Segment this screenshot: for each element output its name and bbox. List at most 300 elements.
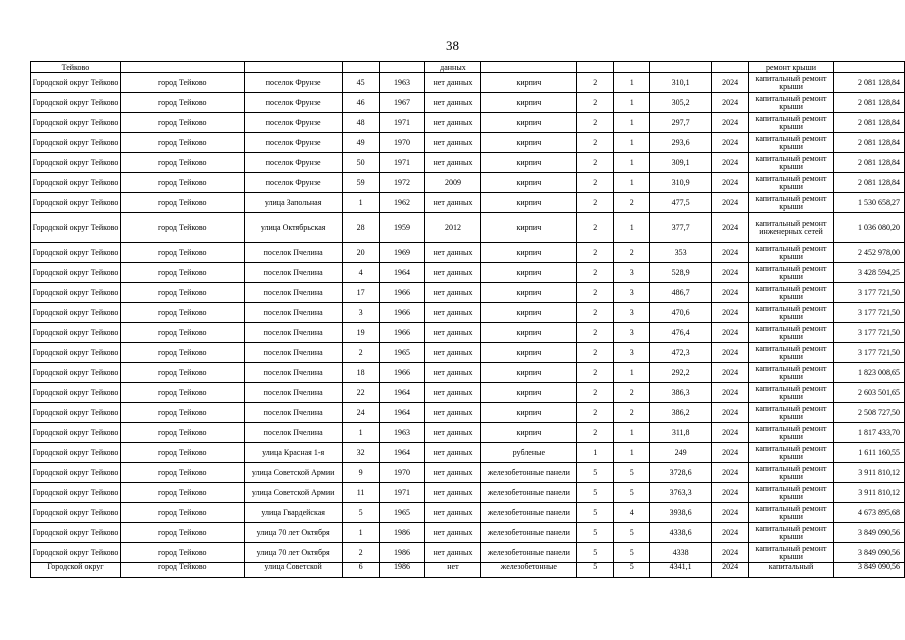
table-row [31,243,905,263]
cell-cost: 3 911 810,12 [834,463,905,483]
cell-wall-material: кирпич [481,113,577,133]
cell-year-built: 1963 [379,423,425,443]
cell-entrances: 1 [614,363,650,383]
cell-work-type: капитальный ремонт крыши [749,423,834,443]
cell-year-built: 1986 [379,543,425,563]
cell-wall-material: кирпич [481,93,577,113]
cell-plan-year: 2024 [712,133,749,153]
cell-settlement: город Тейково [120,483,244,503]
cell-street: улица 70 лет Октября [244,543,342,563]
cell-wall-material: кирпич [481,343,577,363]
cell-work-type: капитальный ремонт крыши [749,443,834,463]
cell-entrances: 5 [614,523,650,543]
cell-settlement: город Тейково [120,363,244,383]
cell-municipality: Городской округ Тейково [31,343,121,363]
cell-wall-material: железобетонные панели [481,503,577,523]
cell-year-overhaul: нет данных [425,153,481,173]
cell-year-overhaul: нет данных [425,133,481,153]
cell-municipality: Городской округ Тейково [31,383,121,403]
cell-municipality: Городской округ Тейково [31,463,121,483]
cell-entrances: 1 [614,173,650,193]
cell-wall-material: кирпич [481,403,577,423]
cell-area: 292,2 [650,363,712,383]
cell-settlement: город Тейково [120,403,244,423]
cell-wall-material: кирпич [481,283,577,303]
cell-entrances: 3 [614,283,650,303]
cell-wall-material [481,62,577,73]
cell-cost: 3 177 721,50 [834,343,905,363]
cell-floors: 2 [577,153,614,173]
cell-settlement: город Тейково [120,73,244,93]
cell-cost: 2 081 128,84 [834,173,905,193]
cell-settlement: город Тейково [120,383,244,403]
cell-year-built: 1966 [379,303,425,323]
table-row [31,173,905,193]
cell-work-type: капитальный ремонт крыши [749,383,834,403]
cell-municipality: Городской округ Тейково [31,363,121,383]
cell-street: поселок Фрунзе [244,93,342,113]
cell-year-built: 1971 [379,113,425,133]
cell-wall-material: железобетонные панели [481,523,577,543]
cell-wall-material: кирпич [481,73,577,93]
cell-entrances: 2 [614,383,650,403]
cell-year-built: 1972 [379,173,425,193]
cell-work-type: капитальный ремонт крыши [749,463,834,483]
cell-plan-year: 2024 [712,363,749,383]
cell-settlement: город Тейково [120,443,244,463]
cell-plan-year: 2024 [712,563,749,578]
cell-area: 3728,6 [650,463,712,483]
cell-area: 293,6 [650,133,712,153]
cell-work-type: капитальный ремонт крыши [749,93,834,113]
cell-municipality: Городской округ Тейково [31,243,121,263]
cell-cost: 2 081 128,84 [834,73,905,93]
cell-street: поселок Фрунзе [244,173,342,193]
cell-street: улица Гвардейская [244,503,342,523]
cell-municipality: Городской округ Тейково [31,323,121,343]
cell-area: 528,9 [650,263,712,283]
cell-entrances: 2 [614,193,650,213]
cell-wall-material: рубленые [481,443,577,463]
cell-plan-year: 2024 [712,93,749,113]
cell-wall-material: железобетонные панели [481,483,577,503]
cell-year-overhaul: нет данных [425,73,481,93]
cell-settlement: город Тейково [120,263,244,283]
cell-cost: 2 081 128,84 [834,113,905,133]
cell-municipality: Городской округ Тейково [31,523,121,543]
cell-work-type: капитальный ремонт инженерных сетей [749,213,834,243]
cell-cost: 1 611 160,55 [834,443,905,463]
cell-street: поселок Фрунзе [244,113,342,133]
capital-repair-table [30,61,905,578]
cell-settlement: город Тейково [120,523,244,543]
cell-entrances: 1 [614,153,650,173]
cell-year-overhaul: нет данных [425,503,481,523]
table-row [31,403,905,423]
capital-repair-table-sheet [30,61,905,578]
cell-year-built: 1962 [379,193,425,213]
cell-year-built: 1970 [379,133,425,153]
cell-area: 249 [650,443,712,463]
cell-cost: 4 673 895,68 [834,503,905,523]
cell-floors: 2 [577,403,614,423]
cell-plan-year: 2024 [712,173,749,193]
cell-year-built: 1966 [379,363,425,383]
cell-cost: 3 177 721,50 [834,283,905,303]
cell-entrances: 1 [614,73,650,93]
cell-house: 24 [342,403,379,423]
table-row-last [31,563,905,578]
cell-street: улица Советской Армии [244,483,342,503]
cell-settlement: город Тейково [120,423,244,443]
table-row [31,503,905,523]
cell-floors: 5 [577,463,614,483]
cell-house: 18 [342,363,379,383]
cell-year-overhaul: нет данных [425,483,481,503]
cell-area: 3763,3 [650,483,712,503]
cell-floors: 2 [577,283,614,303]
cell-entrances: 1 [614,213,650,243]
cell-wall-material: железобетонные панели [481,543,577,563]
cell-wall-material: кирпич [481,363,577,383]
cell-wall-material: кирпич [481,193,577,213]
cell-area: 486,7 [650,283,712,303]
cell-work-type: капитальный ремонт крыши [749,523,834,543]
cell-year-built: 1965 [379,503,425,523]
cell-area: 4341,1 [650,563,712,578]
cell-entrances: 5 [614,563,650,578]
cell-work-type: капитальный ремонт крыши [749,363,834,383]
cell-street: поселок Пчелина [244,403,342,423]
cell-entrances: 1 [614,443,650,463]
cell-house: 19 [342,323,379,343]
cell-floors: 5 [577,563,614,578]
cell-plan-year: 2024 [712,263,749,283]
cell-year-built [379,62,425,73]
cell-street: поселок Пчелина [244,303,342,323]
cell-entrances: 5 [614,543,650,563]
cell-year-built: 1964 [379,403,425,423]
cell-cost: 3 849 090,56 [834,563,905,578]
cell-street: улица Красная 1-я [244,443,342,463]
cell-wall-material: железобетонные [481,563,577,578]
cell-year-overhaul: нет данных [425,323,481,343]
cell-municipality: Городской округ Тейково [31,403,121,423]
cell-year-overhaul: нет данных [425,543,481,563]
cell-municipality: Городской округ Тейково [31,483,121,503]
cell-work-type: ремонт крыши [749,62,834,73]
cell-house: 5 [342,503,379,523]
cell-year-built: 1964 [379,443,425,463]
cell-year-overhaul: нет данных [425,113,481,133]
cell-year-built: 1969 [379,243,425,263]
cell-work-type: капитальный ремонт крыши [749,503,834,523]
cell-municipality: Городской округ Тейково [31,193,121,213]
table-row [31,323,905,343]
cell-floors: 2 [577,173,614,193]
cell-work-type: капитальный ремонт крыши [749,133,834,153]
cell-cost: 3 911 810,12 [834,483,905,503]
cell-house: 50 [342,153,379,173]
cell-year-overhaul: нет данных [425,383,481,403]
cell-settlement [120,62,244,73]
cell-year-built: 1965 [379,343,425,363]
cell-house: 3 [342,303,379,323]
cell-floors [577,62,614,73]
cell-wall-material: кирпич [481,423,577,443]
cell-municipality: Городской округ Тейково [31,173,121,193]
cell-area: 3938,6 [650,503,712,523]
cell-street: поселок Пчелина [244,343,342,363]
cell-area: 377,7 [650,213,712,243]
cell-entrances: 2 [614,243,650,263]
cell-year-overhaul: нет данных [425,343,481,363]
cell-year-overhaul: нет данных [425,263,481,283]
cell-cost: 2 081 128,84 [834,153,905,173]
cell-cost: 2 452 978,00 [834,243,905,263]
cell-area: 305,2 [650,93,712,113]
cell-work-type: капитальный ремонт крыши [749,113,834,133]
cell-cost: 3 849 090,56 [834,523,905,543]
cell-floors: 2 [577,383,614,403]
cell-municipality: Городской округ Тейково [31,303,121,323]
cell-floors: 2 [577,363,614,383]
cell-cost: 3 177 721,50 [834,323,905,343]
cell-street: улица Октябрьская [244,213,342,243]
cell-street [244,62,342,73]
cell-wall-material: кирпич [481,383,577,403]
cell-year-overhaul: нет данных [425,423,481,443]
cell-work-type: капитальный ремонт крыши [749,193,834,213]
cell-street: поселок Пчелина [244,283,342,303]
cell-house: 9 [342,463,379,483]
table-row [31,483,905,503]
table-row [31,133,905,153]
cell-municipality: Городской округ [31,563,121,578]
cell-area: 470,6 [650,303,712,323]
cell-municipality: Городской округ Тейково [31,263,121,283]
cell-cost: 1 036 080,20 [834,213,905,243]
cell-plan-year: 2024 [712,113,749,133]
cell-area: 311,8 [650,423,712,443]
cell-floors: 2 [577,303,614,323]
page-number: 38 [446,38,459,53]
cell-street: улица Советской Армии [244,463,342,483]
cell-entrances: 1 [614,423,650,443]
cell-floors: 2 [577,343,614,363]
cell-house: 45 [342,73,379,93]
cell-house [342,62,379,73]
cell-house: 17 [342,283,379,303]
cell-year-overhaul: нет данных [425,283,481,303]
cell-plan-year: 2024 [712,343,749,363]
cell-year-overhaul: нет данных [425,243,481,263]
cell-plan-year: 2024 [712,193,749,213]
cell-area: 297,7 [650,113,712,133]
cell-floors: 2 [577,73,614,93]
table-row [31,73,905,93]
cell-floors: 2 [577,323,614,343]
cell-year-overhaul: 2009 [425,173,481,193]
cell-year-built: 1986 [379,563,425,578]
cell-year-built: 1963 [379,73,425,93]
cell-municipality: Городской округ Тейково [31,133,121,153]
cell-year-built: 1964 [379,263,425,283]
cell-settlement: город Тейково [120,343,244,363]
cell-entrances: 3 [614,323,650,343]
cell-plan-year: 2024 [712,403,749,423]
cell-wall-material: железобетонные панели [481,463,577,483]
cell-year-built: 1959 [379,213,425,243]
cell-work-type: капитальный ремонт крыши [749,403,834,423]
cell-year-built: 1971 [379,153,425,173]
cell-floors: 2 [577,263,614,283]
cell-area [650,62,712,73]
cell-year-overhaul: нет данных [425,303,481,323]
cell-floors: 5 [577,523,614,543]
cell-settlement: город Тейково [120,243,244,263]
cell-municipality: Городской округ Тейково [31,423,121,443]
cell-plan-year: 2024 [712,213,749,243]
cell-work-type: капитальный ремонт крыши [749,483,834,503]
cell-plan-year: 2024 [712,383,749,403]
cell-year-overhaul: нет данных [425,193,481,213]
cell-entrances: 4 [614,503,650,523]
cell-plan-year: 2024 [712,303,749,323]
cell-floors: 2 [577,93,614,113]
cell-year-built: 1964 [379,383,425,403]
cell-work-type: капитальный ремонт крыши [749,243,834,263]
cell-wall-material: кирпич [481,153,577,173]
cell-work-type: капитальный ремонт крыши [749,153,834,173]
table-row [31,423,905,443]
cell-settlement: город Тейково [120,173,244,193]
cell-municipality: Городской округ Тейково [31,93,121,113]
cell-area: 4338,6 [650,523,712,543]
cell-plan-year: 2024 [712,243,749,263]
cell-work-type: капитальный [749,563,834,578]
cell-work-type: капитальный ремонт крыши [749,343,834,363]
cell-cost: 3 177 721,50 [834,303,905,323]
cell-street: поселок Пчелина [244,383,342,403]
cell-area: 310,9 [650,173,712,193]
cell-house: 1 [342,193,379,213]
cell-house: 2 [342,543,379,563]
cell-settlement: город Тейково [120,303,244,323]
cell-work-type: капитальный ремонт крыши [749,283,834,303]
cell-cost [834,62,905,73]
cell-settlement: город Тейково [120,503,244,523]
cell-entrances: 5 [614,463,650,483]
cell-settlement: город Тейково [120,93,244,113]
cell-floors: 2 [577,423,614,443]
cell-wall-material: кирпич [481,173,577,193]
cell-settlement: город Тейково [120,283,244,303]
cell-year-built: 1970 [379,463,425,483]
cell-entrances: 1 [614,93,650,113]
cell-settlement: город Тейково [120,193,244,213]
cell-house: 32 [342,443,379,463]
cell-settlement: город Тейково [120,323,244,343]
table-row [31,213,905,243]
cell-work-type: капитальный ремонт крыши [749,303,834,323]
table-row [31,303,905,323]
cell-year-built: 1966 [379,323,425,343]
cell-municipality: Городской округ Тейково [31,73,121,93]
cell-street: улица Запольная [244,193,342,213]
cell-cost: 1 817 433,70 [834,423,905,443]
cell-plan-year: 2024 [712,153,749,173]
cell-entrances: 3 [614,303,650,323]
cell-area: 476,4 [650,323,712,343]
cell-municipality: Городской округ Тейково [31,213,121,243]
table-row [31,443,905,463]
cell-house: 1 [342,423,379,443]
cell-wall-material: кирпич [481,323,577,343]
cell-house: 59 [342,173,379,193]
cell-year-built: 1967 [379,93,425,113]
cell-entrances: 3 [614,343,650,363]
cell-area: 4338 [650,543,712,563]
table-body [31,62,905,578]
cell-floors: 5 [577,543,614,563]
cell-area: 477,5 [650,193,712,213]
cell-plan-year: 2024 [712,323,749,343]
cell-floors: 5 [577,503,614,523]
cell-plan-year: 2024 [712,483,749,503]
cell-house: 22 [342,383,379,403]
cell-year-overhaul: нет [425,563,481,578]
cell-plan-year: 2024 [712,503,749,523]
cell-house: 11 [342,483,379,503]
cell-entrances: 1 [614,113,650,133]
cell-year-built: 1966 [379,283,425,303]
cell-street: поселок Фрунзе [244,133,342,153]
cell-entrances: 5 [614,483,650,503]
cell-wall-material: кирпич [481,213,577,243]
cell-floors: 5 [577,483,614,503]
cell-municipality: Городской округ Тейково [31,443,121,463]
cell-year-overhaul: данных [425,62,481,73]
cell-house: 6 [342,563,379,578]
cell-street: поселок Пчелина [244,323,342,343]
cell-street: улица Советской [244,563,342,578]
cell-year-overhaul: нет данных [425,463,481,483]
cell-work-type: капитальный ремонт крыши [749,263,834,283]
cell-settlement: город Тейково [120,213,244,243]
cell-wall-material: кирпич [481,303,577,323]
cell-street: поселок Пчелина [244,363,342,383]
cell-floors: 1 [577,443,614,463]
cell-house: 4 [342,263,379,283]
cell-plan-year: 2024 [712,283,749,303]
cell-cost: 3 428 594,25 [834,263,905,283]
cell-cost: 3 849 090,56 [834,543,905,563]
cell-area: 309,1 [650,153,712,173]
cell-floors: 2 [577,113,614,133]
cell-house: 48 [342,113,379,133]
cell-settlement: город Тейково [120,543,244,563]
cell-wall-material: кирпич [481,133,577,153]
cell-cost: 2 508 727,50 [834,403,905,423]
cell-work-type: капитальный ремонт крыши [749,73,834,93]
table-row [31,363,905,383]
table-row [31,153,905,173]
cell-area: 472,3 [650,343,712,363]
cell-plan-year: 2024 [712,523,749,543]
cell-cost: 2 603 501,65 [834,383,905,403]
cell-settlement: город Тейково [120,463,244,483]
